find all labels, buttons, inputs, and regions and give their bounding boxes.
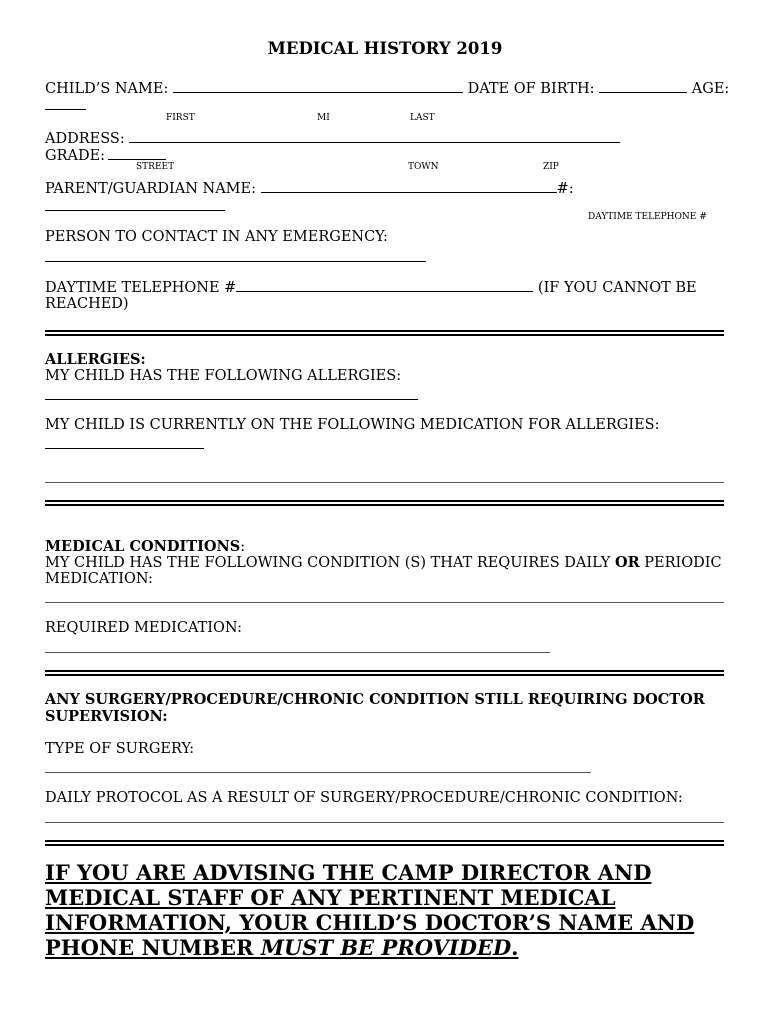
emergency-contact-field[interactable] [45, 261, 426, 262]
daily-protocol-label: DAILY PROTOCOL AS A RESULT OF SURGERY/PROCEDURE/CHRONIC CONDITION: [45, 790, 683, 806]
emergency-phone-field[interactable] [236, 279, 533, 292]
required-medication-field[interactable] [45, 652, 550, 653]
notice-text-a: PHONE NUMBER [45, 935, 261, 960]
guardian-phone-label: #: [556, 181, 574, 197]
emergency-phone-label: DAYTIME TELEPHONE # [45, 280, 237, 296]
notice-line-4 [45, 935, 518, 960]
conditions-heading: MEDICAL CONDITIONS [45, 538, 241, 555]
conditions-text-b: PERIODIC [639, 555, 722, 571]
dob-label: DATE OF BIRTH: [467, 81, 595, 97]
age-label: AGE: [691, 81, 730, 97]
middle-initial-caption: MI [317, 113, 330, 123]
notice-text-emphasis: MUST BE PROVIDED [260, 935, 512, 960]
section-divider [45, 330, 724, 336]
surgery-heading: ANY SURGERY/PROCEDURE/CHRONIC CONDITION STILL REQUIRING DOCTOR [45, 691, 705, 708]
notice-line-3: INFORMATION, YOUR CHILD’S DOCTOR’S NAME AND [45, 910, 695, 935]
allergies-label: MY CHILD HAS THE FOLLOWING ALLERGIES: [45, 368, 402, 384]
emergency-phone-row [45, 279, 697, 297]
allergy-medication-field[interactable] [45, 448, 204, 449]
zip-caption: ZIP [543, 162, 559, 172]
street-caption: STREET [136, 162, 175, 172]
allergy-medication-label: MY CHILD IS CURRENTLY ON THE FOLLOWING MEDICATION FOR ALLERGIES: [45, 417, 660, 433]
surgery-type-label: TYPE OF SURGERY: [45, 741, 195, 757]
conditions-medication-label: MEDICATION: [45, 571, 153, 587]
notice-line-2: MEDICAL STAFF OF ANY PERTINENT MEDICAL [45, 885, 616, 910]
child-name-label: CHILD’S NAME: [45, 81, 169, 97]
conditions-line [45, 554, 722, 572]
guardian-name-field[interactable] [261, 180, 557, 193]
emergency-note-cont: REACHED) [45, 296, 129, 312]
daily-protocol-field[interactable] [45, 822, 724, 823]
notice-line-1: IF YOU ARE ADVISING THE CAMP DIRECTOR AND [45, 860, 652, 885]
child-name-field[interactable] [173, 80, 463, 93]
allergies-heading: ALLERGIES: [45, 351, 146, 368]
last-name-caption: LAST [410, 113, 435, 123]
address-row [45, 130, 620, 148]
section-divider [45, 670, 724, 676]
conditions-heading-colon: : [240, 539, 246, 555]
first-name-caption: FIRST [166, 113, 195, 123]
allergies-field[interactable] [45, 399, 418, 400]
section-divider [45, 500, 724, 506]
grade-label: GRADE: [45, 148, 106, 164]
address-label: ADDRESS: [45, 131, 125, 147]
section-divider [45, 840, 724, 846]
allergy-medication-line[interactable] [45, 482, 724, 483]
notice-text-end: . [511, 935, 519, 960]
conditions-field[interactable] [45, 602, 724, 603]
surgery-type-field[interactable] [45, 772, 591, 773]
required-medication-label: REQUIRED MEDICATION: [45, 620, 242, 636]
surgery-heading-cont: SUPERVISION: [45, 708, 168, 725]
guardian-phone-field[interactable] [45, 210, 225, 211]
conditions-text-or: OR [614, 554, 640, 571]
town-caption: TOWN [408, 162, 439, 172]
age-field[interactable] [45, 109, 86, 110]
guardian-daytime-phone-caption: DAYTIME TELEPHONE # [588, 212, 707, 222]
guardian-label: PARENT/GUARDIAN NAME: [45, 181, 256, 197]
dob-field[interactable] [599, 80, 687, 93]
child-name-row [45, 80, 729, 98]
conditions-text-a: MY CHILD HAS THE FOLLOWING CONDITION (S) THAT REQUIRES DAILY [45, 555, 615, 571]
guardian-row [45, 180, 574, 198]
page-title: MEDICAL HISTORY 2019 [267, 39, 503, 58]
address-field[interactable] [129, 130, 620, 143]
emergency-note: (IF YOU CANNOT BE [537, 280, 697, 296]
emergency-contact-label: PERSON TO CONTACT IN ANY EMERGENCY: [45, 229, 388, 245]
grade-field[interactable] [108, 147, 166, 160]
